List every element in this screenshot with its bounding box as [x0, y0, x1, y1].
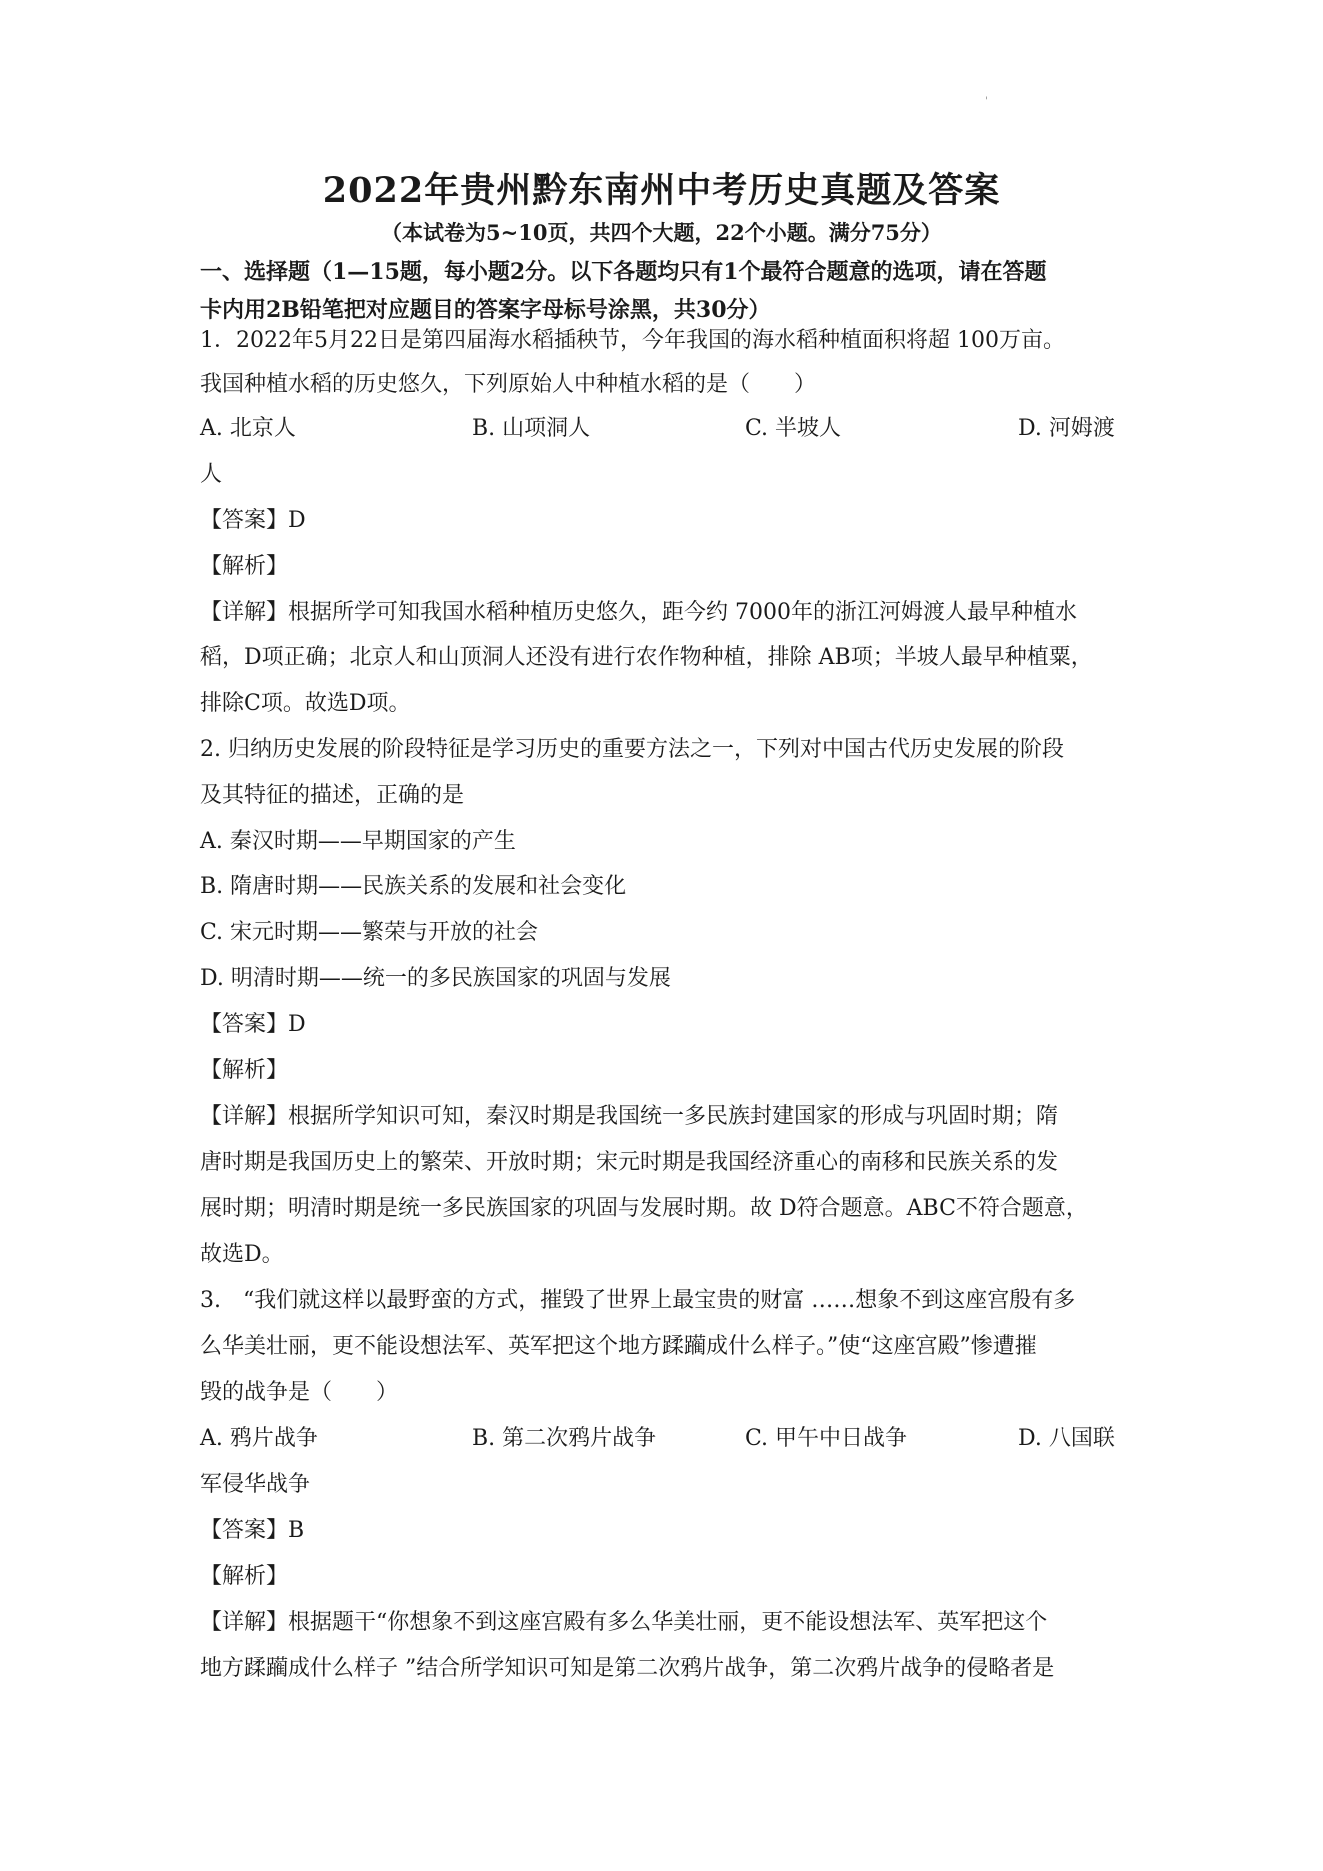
- q2-stem-line1: 2. 归纳历史发展的阶段特征是学习历史的重要方法之一，下列对中国古代历史发展的阶段: [200, 737, 1064, 762]
- q3-analysis-label: 【解析】: [200, 1564, 289, 1589]
- page-subtitle: （本试卷为5~10页，共四个大题，22个小题。满分75分）: [381, 220, 942, 245]
- q1-detail-line2: 稻，D项正确；北京人和山顶洞人还没有进行农作物种植，排除 AB项；半坡人最早种植粟，: [200, 645, 1093, 670]
- page-mark: ': [985, 96, 988, 107]
- q2-analysis-label: 【解析】: [200, 1058, 289, 1083]
- section-heading: [200, 253, 1130, 329]
- q3-option-d: D. 八国联: [1018, 1426, 1115, 1451]
- q2-option-c: C. 宋元时期——繁荣与开放的社会: [200, 920, 539, 945]
- q3-detail-line1: [200, 1608, 1130, 1638]
- q3-option-c: C. 甲午中日战争: [745, 1426, 908, 1451]
- q1-stem-line1: 1．2022年5月22日是第四届海水稻插秧节，今年我国的海水稻种植面积将超 100万亩。: [200, 328, 1065, 353]
- section-heading-line2: 卡内用2B铅笔把对应题目的答案字母标号涂黑，共30分）: [200, 297, 771, 323]
- q2-option-d: D. 明清时期——统一的多民族国家的巩固与发展: [200, 966, 671, 991]
- q3-options: [200, 1424, 1130, 1454]
- q2-detail-line4: 故选D。: [200, 1242, 284, 1267]
- q3-stem-line3: 毁的战争是（ ）: [200, 1380, 399, 1405]
- q2-detail-line3: 展时期；明清时期是统一多民族国家的巩固与发展时期。故 D符合题意。ABC不符合题意，: [200, 1196, 1088, 1221]
- q2-option-a: A. 秦汉时期——早期国家的产生: [200, 829, 516, 854]
- q1-detail-text1: 根据所学可知我国水稻种植历史悠久，距今约 7000年的浙江河姆渡人最早种植水: [288, 600, 1077, 625]
- q1-detail-label: 【详解】: [200, 600, 289, 625]
- q1-option-d: D. 河姆渡: [1018, 416, 1115, 441]
- q1-analysis-label: 【解析】: [200, 554, 289, 579]
- q1-detail-line1: [200, 598, 1130, 628]
- q3-option-b: B. 第二次鸦片战争: [472, 1426, 657, 1451]
- q2-detail-label: 【详解】: [200, 1104, 289, 1129]
- q3-stem-line1: 3. “我们就这样以最野蛮的方式，摧毁了世界上最宝贵的财富 ……想象不到这座宫殷有多: [200, 1288, 1076, 1313]
- q2-detail-line2: 唐时期是我国历史上的繁荣、开放时期；宋元时期是我国经济重心的南移和民族关系的发: [200, 1150, 1059, 1175]
- q2-option-b: B. 隋唐时期——民族关系的发展和社会变化: [200, 874, 627, 899]
- q1-detail-line3: 排除C项。故选D项。: [200, 691, 411, 716]
- q1-option-b: B. 山项洞人: [472, 416, 591, 441]
- q3-answer: 【答案】B: [200, 1518, 305, 1543]
- q1-answer: 【答案】D: [200, 508, 306, 533]
- q2-answer: 【答案】D: [200, 1012, 306, 1037]
- q1-option-tail: 人: [200, 462, 223, 487]
- q1-options: [200, 414, 1130, 444]
- q2-detail-text1: 根据所学知识可知，秦汉时期是我国统一多民族封建国家的形成与巩固时期；隋: [288, 1104, 1059, 1129]
- q3-stem-line2: 么华美壮丽，更不能设想法军、英军把这个地方蹂躏成什么样子。”使“这座宫殿”惨遭摧: [200, 1334, 1037, 1359]
- q1-stem-line2: 我国种植水稻的历史悠久，下列原始人中种植水稻的是（ ）: [200, 372, 817, 397]
- q3-option-tail: 军侵华战争: [200, 1472, 311, 1497]
- q3-detail-label: 【详解】: [200, 1610, 289, 1635]
- q1-option-c: C. 半坡人: [745, 416, 842, 441]
- section-heading-line1: 一、选择题（1—15题，每小题2分。以下各题均只有1个最符合题意的选项，请在答题: [200, 259, 1047, 285]
- q3-option-a: A. 鸦片战争: [200, 1426, 318, 1451]
- q2-detail-line1: [200, 1102, 1130, 1132]
- q1-option-a: A. 北京人: [200, 416, 296, 441]
- q2-stem-line2: 及其特征的描述，正确的是: [200, 783, 465, 808]
- page-title: 2022年贵州黔东南州中考历史真题及答案: [322, 170, 1001, 211]
- q3-detail-text1: 根据题干“你想象不到这座宫殿有多么华美壮丽，更不能设想法军、英军把这个: [288, 1610, 1048, 1635]
- q3-detail-line2: 地方蹂躏成什么样子 ”结合所学知识可知是第二次鸦片战争，第二次鸦片战争的侵略者是: [200, 1656, 1055, 1681]
